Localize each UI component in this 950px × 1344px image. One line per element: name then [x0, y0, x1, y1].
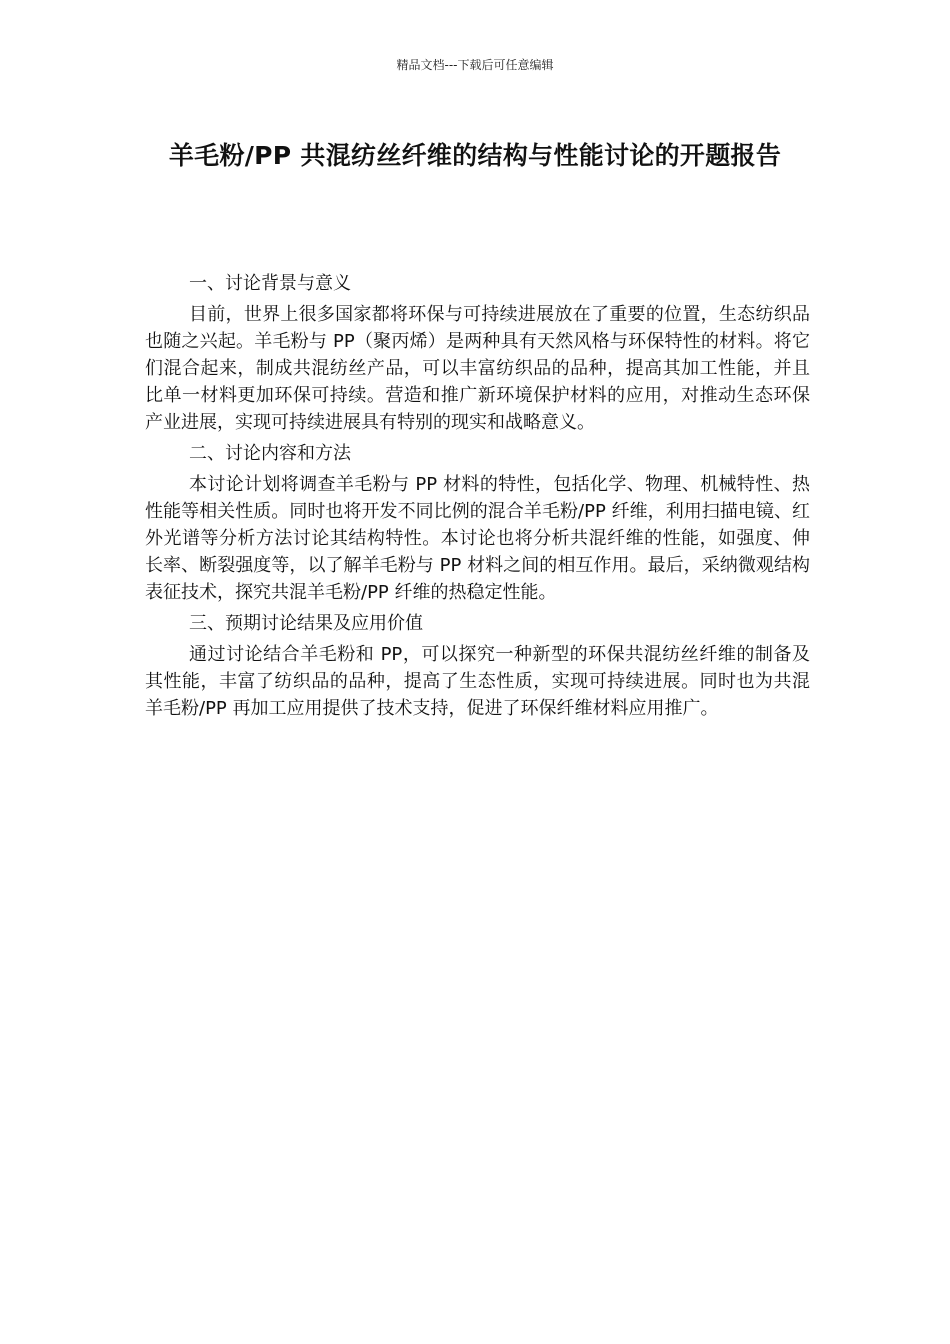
section-content-methods [145, 440, 810, 606]
document-title: 羊毛粉/PP 共混纺丝纤维的结构与性能讨论的开题报告 [168, 141, 782, 170]
section-expected-results [145, 610, 810, 722]
section-background [145, 270, 810, 436]
header-note: 精品文档---下载后可任意编辑 [396, 58, 554, 72]
section-paragraph: 通过讨论结合羊毛粉和 PP，可以探究一种新型的环保共混纺丝纤维的制备及其性能，丰富了纺织品的品种，提高了生态性质，实现可持续进展。同时也为共混羊毛粉/PP 再加工应用提供了技术支持，促进了环保纤维材料应用推广。 [145, 644, 810, 719]
document-body [145, 270, 810, 726]
section-heading: 二、讨论内容和方法 [189, 443, 351, 464]
section-heading: 一、讨论背景与意义 [189, 273, 351, 294]
section-paragraph: 本讨论计划将调查羊毛粉与 PP 材料的特性，包括化学、物理、机械特性、热性能等相关性质。同时也将开发不同比例的混合羊毛粉/PP 纤维，利用扫描电镜、红外光谱等分析方法讨论其结构特性。本讨论也将分析共混纤维的性能，如强度、伸长率、断裂强度等，以了解羊毛粉与 PP 材料之间的相互作用。最后，采纳微观结构表征技术，探究共混羊毛粉/PP 纤维的热稳定性能。 [145, 474, 810, 603]
section-paragraph: 目前，世界上很多国家都将环保与可持续进展放在了重要的位置，生态纺织品也随之兴起。羊毛粉与 PP（聚丙烯）是两种具有天然风格与环保特性的材料。将它们混合起来，制成共混纺丝产品，可以丰富纺织品的品种，提高其加工性能，并且比单一材料更加环保可持续。营造和推广新环境保护材料的应用，对推动生态环保产业进展，实现可持续进展具有特别的现实和战略意义。 [145, 304, 810, 433]
section-heading: 三、预期讨论结果及应用价值 [189, 613, 423, 634]
